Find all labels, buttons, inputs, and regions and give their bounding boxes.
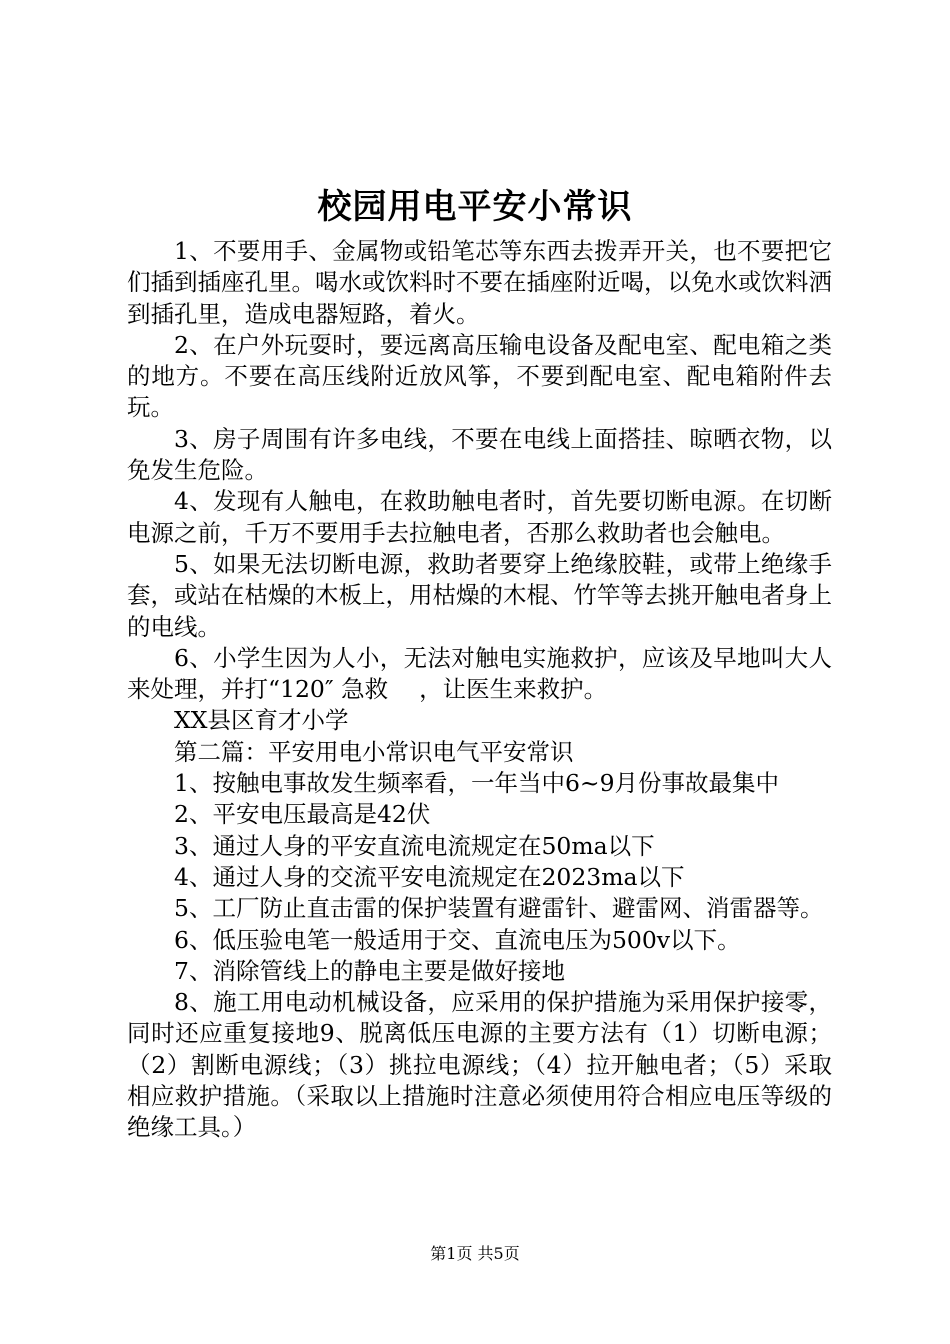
page-footer: 第1页 共5页 — [430, 1244, 520, 1263]
paragraph-2: 2、在户外玩耍时，要远离高压输电设备及配电室、配电箱之类的地方。不要在高压线附近放风筝，不要到配电室、配电箱附件去玩。 — [127, 330, 832, 422]
paragraph-4: 4、发现有人触电，在救助触电者时，首先要切断电源。在切断电源之前，千万不要用手去拉触电者，否那么救助者也会触电。 — [127, 487, 832, 547]
page-title: 校园用电平安小常识 — [317, 187, 633, 227]
document-body — [127, 236, 832, 1144]
section-heading: 第二篇：平安用电小常识电气平安常识 — [174, 737, 574, 766]
paragraph-11: 5、工厂防止直击雷的保护装置有避雷针、避雷网、消雷器等。 — [174, 894, 824, 923]
paragraph-1: 1、不要用手、金属物或铅笔芯等东西去拨弄开关，也不要把它们插到插座孔里。喝水或饮料时不要在插座附近喝，以免水或饮料洒到插孔里，造成电器短路，着火。 — [127, 237, 832, 328]
paragraph-6: 6、小学生因为人小，无法对触电实施救护，应该及早地叫大人来处理，并打“120″ 急救 ，让医生来救护。 — [127, 643, 832, 704]
paragraph-10: 4、通过人身的交流平安电流规定在2023ma以下 — [174, 862, 685, 891]
paragraph-9: 3、通过人身的平安直流电流规定在50ma以下 — [174, 831, 655, 860]
paragraph-5: 5、如果无法切断电源，救助者要穿上绝缘胶鞋，或带上绝缘手套，或站在枯燥的木板上，用枯燥的木棍、竹竿等去挑开触电者身上的电线。 — [127, 549, 832, 641]
paragraph-7: 1、按触电事故发生频率看，一年当中6~9月份事故最集中 — [174, 769, 780, 798]
paragraph-3: 3、房子周围有许多电线，不要在电线上面搭挂、晾晒衣物，以免发生危险。 — [127, 424, 832, 485]
paragraph-12: 6、低压验电笔一般适用于交、直流电压为500v以下。 — [174, 925, 741, 954]
paragraph-14: 8、施工用电动机械设备，应采用的保护措施为采用保护接零，同时还应重复接地9、脱离低压电源的主要方法有（1）切断电源；（2）割断电源线；（3）挑拉电源线；（4）拉开触电者；（5）采取相应救护措施。（采取以上措施时注意必须使用符合相应电压等级的绝缘工具。） — [127, 988, 832, 1142]
school-signature: XX县区育才小学 — [174, 706, 349, 735]
paragraph-13: 7、消除管线上的静电主要是做好接地 — [174, 956, 565, 985]
paragraph-8: 2、平安电压最高是42伏 — [174, 800, 431, 829]
